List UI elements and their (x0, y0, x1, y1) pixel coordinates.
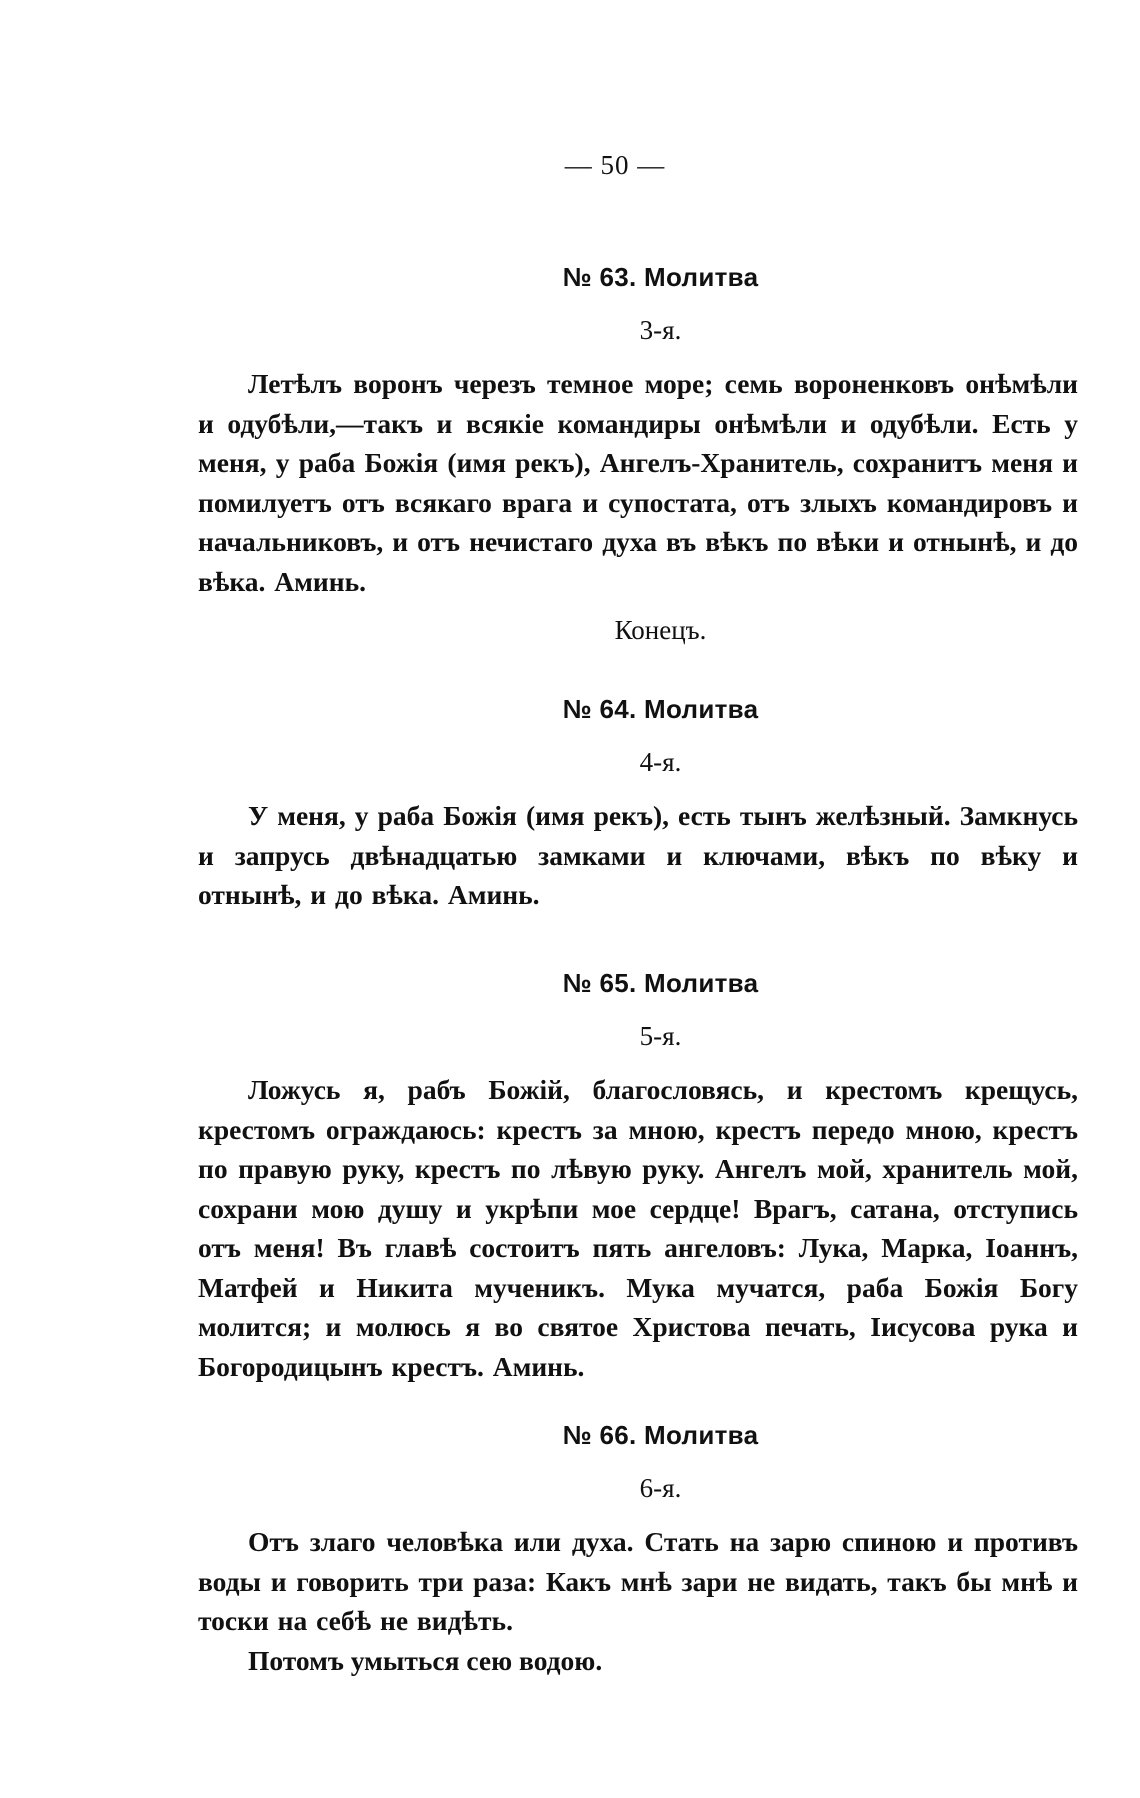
prayer-66 (198, 1420, 1078, 1680)
prayer-ordinal: 5-я. (639, 1021, 682, 1051)
prayer-heading: № 64. Молитва (562, 694, 759, 724)
prayer-after-note: Потомъ умыться сею водою. (248, 1644, 603, 1676)
prayer-text: Ложусь я, рабъ Божій, благословясь, и крестомъ крещусь, крестомъ ограждаюсь: крестъ за мною, крестъ передо мною, крестъ по правую руку, крестъ по лѣвую руку. Ангелъ мой, хранитель мой, сохрани мою душу и укрѣпи мое сердце! Врагъ, сатана, отступись отъ меня! Въ главѣ состоитъ пять ангеловъ: Лука, Марка, Іоаннъ, Матфей и Никита мученикъ. Мука мучатся, раба Божія Богу молится; и молюсь я во святое Христова печать, Іисусова рука и Богородицынъ крестъ. Аминь. (198, 1074, 1078, 1382)
prayer-64 (198, 694, 1078, 942)
page-number: — 50 — (564, 150, 666, 180)
prayer-ordinal: 4-я. (639, 747, 682, 777)
prayer-65 (198, 968, 1078, 1414)
prayer-heading: № 63. Молитва (562, 262, 759, 292)
prayer-text: Отъ злаго человѣка или духа. Стать на зарю спиною и противъ воды и говорить три раза: Какъ мнѣ зари не видать, такъ бы мнѣ и тоски на себѣ не видѣть. (198, 1526, 1078, 1636)
prayer-heading: № 66. Молитва (562, 1420, 759, 1450)
prayer-closing: Конецъ. (614, 615, 707, 645)
prayer-heading: № 65. Молитва (562, 968, 759, 998)
prayer-ordinal: 6-я. (639, 1473, 682, 1503)
prayer-text: У меня, у раба Божія (имя рекъ), есть тынъ желѣзный. Замкнусь и запрусь двѣнадцатью замками и ключами, вѣкъ по вѣку и отнынѣ, и до вѣка. Аминь. (198, 800, 1078, 910)
prayer-text: Летѣлъ воронъ черезъ темное море; семь вороненковъ онѣмѣли и одубѣли,—такъ и всякіе командиры онѣмѣли и одубѣли. Есть у меня, у раба Божія (имя рекъ), Ангелъ-Хранитель, сохранитъ меня и помилуетъ отъ всякаго врага и супостата, отъ злыхъ командировъ и начальниковъ, и отъ нечистаго духа въ вѣкъ по вѣки и отнынѣ, и до вѣка. Аминь. (198, 368, 1078, 597)
prayer-ordinal: 3-я. (639, 315, 682, 345)
prayer-63 (198, 262, 1078, 646)
